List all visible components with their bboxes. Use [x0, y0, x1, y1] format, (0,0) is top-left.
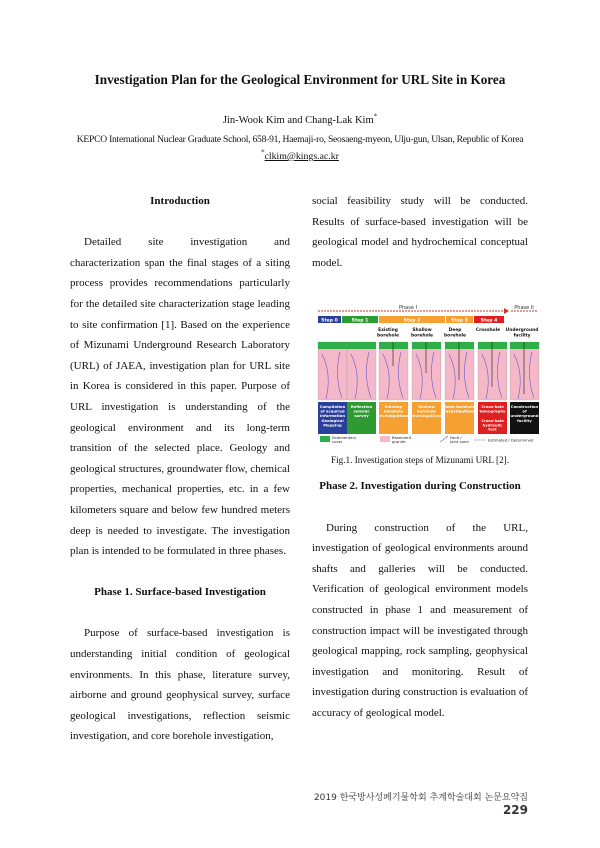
- step-description-text: seismic: [353, 408, 370, 414]
- legend-granite-label: granite: [392, 439, 406, 444]
- step-description-text: test: [488, 426, 497, 432]
- stage-title: Existing: [378, 328, 398, 333]
- phase2-heading: Phase 2. Investigation during Construction: [319, 480, 521, 493]
- geology-panel: [478, 342, 507, 400]
- phase1-label: Phase I: [399, 305, 417, 311]
- email-line: [0, 148, 600, 162]
- sedimentary-cover-layer: [379, 342, 408, 349]
- step-description-text: information: [319, 413, 346, 419]
- left-column: [70, 191, 290, 747]
- step-description-text: Shallow: [418, 404, 435, 409]
- legend-sedimentary-swatch: [320, 436, 330, 442]
- step-description-text: Deep borehole: [443, 404, 476, 409]
- step-description-text: Cross-hole: [481, 404, 504, 409]
- sedimentary-cover-layer: [510, 342, 539, 349]
- phase2-label: Phase II: [514, 305, 534, 311]
- geology-panel: [347, 342, 376, 400]
- phase1-text: Purpose of surface-based investigation is understanding initial condition of geological environments. In this phase, literature survey, airborne and ground geophysical survey, surface geological investigations, reflection seismic investigation, and core borehole investigation,: [70, 627, 290, 743]
- stage-title: borehole: [411, 333, 433, 339]
- step-description-text: investigations: [378, 413, 409, 419]
- step-description-text: of acquired: [320, 408, 345, 414]
- step-description-text: Reflection: [350, 404, 373, 409]
- paper-title: Investigation Plan for the Geological Environment for URL Site in Korea: [94, 72, 506, 87]
- geology-panel: [318, 342, 347, 400]
- step-description-text: Compilation: [319, 404, 346, 409]
- step-label: Step 1: [351, 318, 369, 324]
- sedimentary-cover-layer: [445, 342, 474, 349]
- legend-fault-label: Fault /: [450, 435, 462, 440]
- step-description-text: Mapping: [323, 422, 342, 428]
- step-label: Step 2: [403, 318, 421, 324]
- step-label: Step 0: [321, 318, 338, 324]
- geology-panel: [412, 342, 441, 400]
- legend-estimated-label: Estimated / Determined: [488, 437, 534, 443]
- sedimentary-cover-layer: [347, 342, 376, 349]
- sedimentary-cover-layer: [478, 342, 507, 349]
- figure-caption: Fig.1. Investigation steps of Mizunami URL [2].: [330, 455, 510, 465]
- legend-sedimentary-label: Sedimentary: [332, 435, 357, 440]
- sedimentary-cover-layer: [412, 342, 441, 349]
- step-description-text: survey: [354, 413, 369, 419]
- step-description-text: Existing: [384, 404, 403, 409]
- step-description-text: hydraulic: [482, 422, 503, 428]
- stage-title: borehole: [377, 333, 399, 339]
- geology-panel: [379, 342, 408, 400]
- stage-title: Underground: [505, 328, 539, 333]
- page-number: 229: [502, 803, 528, 817]
- corresponding-mark: *: [373, 112, 378, 121]
- figure-investigation-steps: [316, 304, 540, 444]
- affiliation: KEPCO International Nuclear Graduate School, 658-91, Haemaji-ro, Seosaeng-myeon, Ulju-gun, Ulsan, Republic of Korea: [76, 134, 524, 145]
- introduction-heading: Introduction: [150, 195, 210, 207]
- phase1-arrowhead: [504, 308, 509, 314]
- step-description-text: Cross-hole: [481, 418, 504, 423]
- stage-title: Shallow: [412, 328, 432, 333]
- step-description-text: underground: [510, 413, 539, 419]
- legend-granite-swatch: [380, 436, 390, 442]
- legend-granite-label: Basement: [392, 435, 412, 440]
- email-mark: *: [261, 148, 265, 157]
- step-label: Step 4: [480, 318, 498, 324]
- step-description-text: investigations: [444, 408, 475, 414]
- step-description-text: borehole: [384, 408, 403, 414]
- step-description-text: borehole: [417, 408, 436, 414]
- stage-title: Deep: [448, 328, 462, 333]
- introduction-text: Detailed site investigation and characterization span the final stages of a siting process provides recommendations particularly for the detailed site characterization stage leading to site confirmation [1]. Based on the experience of Mizunami Underground Research Laboratory (URL) of JAEA, investigation plan for URL site in Korea is considered in this paper. Purpose of URL investigation is understanding of the geological environment and its long-term transition of the selected place. Geology and geological structures, groundwater flow, chemical properties, mechanical properties, etc. in a few kilometers square and below few hundred meters deep is needed to investigate. The investigation plan is intended to be formulated in three phases.: [70, 236, 290, 558]
- legend-fault-label: Joint zone: [450, 439, 469, 444]
- step-description-text: tomography: [479, 408, 506, 414]
- step-description-text: of: [522, 408, 527, 414]
- phase1-heading: Phase 1. Surface-based Investigation: [94, 586, 266, 599]
- footer-proceedings: 2019 한국방사성폐기물학회 추계학술대회 논문요약집: [313, 793, 528, 803]
- sedimentary-cover-layer: [318, 342, 347, 349]
- stage-title: Crosshole: [475, 328, 501, 333]
- step-description-text: Geological: [321, 418, 344, 423]
- step-description-text: Construction: [510, 404, 539, 409]
- page-footer: [300, 790, 528, 817]
- step-description-text: facility: [517, 417, 532, 423]
- step-label: Step 3: [451, 318, 468, 324]
- geology-panel: [445, 342, 474, 400]
- phase1-continued-text: social feasibility study will be conducted. Results of surface-based investigation will be geological model and hydrochemical conceptual model.: [312, 195, 528, 269]
- phase2-text: During construction of the URL, investigation of geological environments around shafts and galleries will be conducted. Verification of geological environment models constructed in phase 1 and measurement of construction impact will be investigated through geological mapping, rock sampling, geophysical investigation and monitoring. Result of investigation during construction is evaluation of accuracy of geological model.: [312, 521, 528, 719]
- stage-title: borehole: [444, 333, 466, 339]
- geology-panel: [510, 342, 539, 400]
- investigation-steps-diagram: [316, 304, 540, 444]
- legend-sedimentary-label: cover: [332, 439, 343, 444]
- author-names: Jin-Wook Kim and Chang-Lak Kim: [222, 115, 374, 126]
- step-description-text: investigations: [411, 413, 442, 419]
- legend-fault-symbol: [440, 436, 448, 442]
- authors: [0, 112, 600, 126]
- stage-title: facility: [513, 333, 531, 339]
- email-link[interactable]: clkim@kings.ac.kr: [264, 151, 339, 162]
